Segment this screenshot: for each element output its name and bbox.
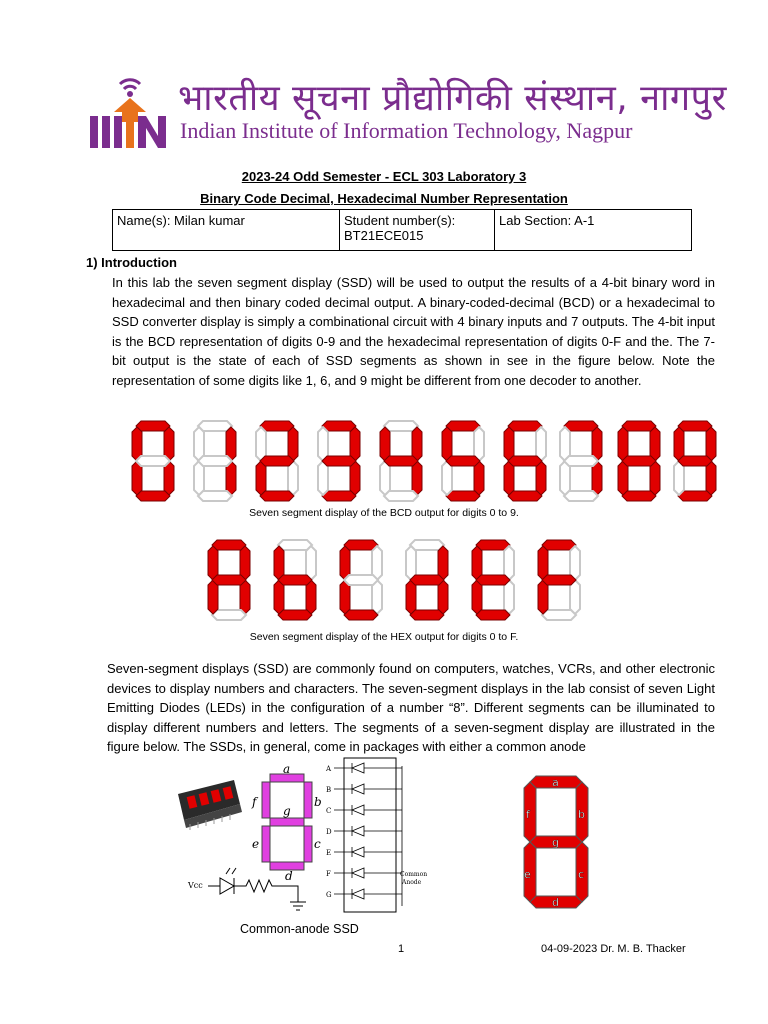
segment-f	[262, 782, 270, 818]
segment-d	[622, 491, 656, 501]
red-label-a: a	[552, 776, 559, 789]
pin-a: A	[326, 765, 332, 773]
segment-d	[384, 491, 418, 501]
red-label-e: e	[524, 868, 531, 881]
segment-d	[260, 491, 294, 501]
diode-part	[352, 805, 364, 815]
figure-caption-common-anode: Common-anode SSD	[240, 922, 359, 936]
ssd-module-photo	[174, 776, 244, 832]
segment-d	[678, 491, 712, 501]
label-d: d	[285, 869, 293, 882]
segment-a	[476, 540, 510, 550]
wifi-signal-icon	[120, 80, 140, 89]
segment-d	[476, 610, 510, 620]
pin-b: B	[326, 786, 332, 794]
diode-part	[352, 868, 364, 878]
red-label-b: b	[578, 808, 585, 821]
student-info-table	[112, 209, 692, 251]
bcd-digits-row	[126, 420, 716, 502]
hex-caption: Seven segment display of the HEX output for digits 0 to F.	[249, 631, 519, 643]
student-number-value: BT21ECE015	[344, 228, 424, 243]
institute-logo	[88, 70, 168, 150]
segment-a	[508, 421, 542, 431]
pin-g: G	[326, 891, 332, 899]
segment-a	[198, 421, 232, 431]
ssd-digit-c	[334, 539, 388, 621]
label-c: c	[314, 837, 321, 851]
segment-g	[270, 818, 304, 826]
segment-a	[344, 540, 378, 550]
ssd-description-paragraph: Seven-segment displays (SSD) are commonly found on computers, watches, VCRs, and other electronic devices to display numbers and characters. The seven-segment displays in the lab consist of seven Light Emitting Diodes (LEDs) in the configuration of a number “8”. Different segments can be illuminated to display different numbers and letters. The segments of a seven-segment display are illustrated in the figure below. The SSDs, in general, come in packages with either a common anode	[107, 661, 715, 755]
segment-d	[410, 610, 444, 620]
segment-d	[542, 610, 576, 620]
segment-e	[262, 826, 270, 862]
bcd-caption: Seven segment display of the BCD output for digits 0 to 9.	[249, 507, 519, 519]
section-heading-introduction: 1) Introduction	[86, 255, 177, 270]
label-e: e	[252, 837, 260, 851]
segment-d	[344, 610, 378, 620]
footer-date-author: 04-09-2023 Dr. M. B. Thacker	[541, 943, 686, 955]
segment-g	[344, 575, 378, 585]
segment-d	[508, 491, 542, 501]
institute-name-hindi: भारतीय सूचना प्रौद्योगिकी संस्थान, नागपुर	[178, 78, 727, 119]
led-resistor-schematic	[186, 866, 316, 918]
vcc-label: Vcc	[188, 881, 203, 890]
hex-digits-row	[202, 539, 592, 621]
diode-part	[352, 826, 364, 836]
segment-g	[136, 456, 170, 466]
segment-g	[384, 456, 418, 466]
ssd-digit-8	[612, 420, 666, 502]
ssd-digit-7	[554, 420, 608, 502]
names-cell: Name(s): Milan kumar	[113, 210, 340, 251]
ssd-digit-f	[532, 539, 586, 621]
document-subtitle: Binary Code Decimal, Hexadecimal Number Representation	[200, 191, 568, 206]
student-number-cell	[340, 210, 495, 251]
common-anode-label: Common Anode	[400, 871, 428, 886]
ssd-digit-5	[436, 420, 490, 502]
segment-d	[446, 491, 480, 501]
segment-b	[304, 782, 312, 818]
segment-g	[476, 575, 510, 585]
segment-d	[136, 491, 170, 501]
diode-part	[352, 763, 364, 773]
ssd-digit-a	[202, 539, 256, 621]
segment-g	[278, 575, 312, 585]
segment-a	[410, 540, 444, 550]
segment-a	[136, 421, 170, 431]
red-label-c: c	[578, 868, 585, 881]
red-label-f: f	[526, 808, 530, 821]
label-g: g	[283, 804, 291, 818]
segment-a	[278, 540, 312, 550]
segment-a	[260, 421, 294, 431]
segment-a	[446, 421, 480, 431]
ssd-digit-b	[268, 539, 322, 621]
segment-a	[678, 421, 712, 431]
segment-a	[384, 421, 418, 431]
segment-g	[622, 456, 656, 466]
segment-a	[622, 421, 656, 431]
lab-section-cell: Lab Section: A-1	[495, 210, 692, 251]
label-b: b	[314, 795, 322, 809]
diode-part	[352, 784, 364, 794]
red-label-d: d	[552, 896, 559, 909]
pin-f: F	[326, 870, 331, 878]
ssd-digit-d	[400, 539, 454, 621]
red-labeled-ssd	[514, 774, 598, 914]
ssd-digit-4	[374, 420, 428, 502]
segment-g	[446, 456, 480, 466]
segment-d	[278, 610, 312, 620]
segment-g	[322, 456, 356, 466]
ssd-digit-1	[188, 420, 242, 502]
ssd-digit-9	[668, 420, 722, 502]
intro-paragraph: In this lab the seven segment display (SSD) will be used to output the results of a 4-bit binary word in hexadecimal and then binary coded decimal output. A binary-coded-decimal (BCD) or a hexadecimal to SSD converter display is simply a combinational circuit with 4 binary inputs and 7 outputs. The 4-bit input is the BCD representation of digits 0-9 and the hexadecimal representation of digits 0-F and the. The 7-bit output is the state of each of SSD segments as shown in see in the figure below. Note the representation of some digits like 1, 6, and 9 might be different from one decoder to another.	[112, 275, 715, 388]
segment-d	[564, 491, 598, 501]
pin-e: E	[326, 849, 332, 857]
ssd-digit-2	[250, 420, 304, 502]
diode-part	[352, 889, 364, 899]
segment-d	[322, 491, 356, 501]
label-f: f	[252, 795, 257, 809]
segment-g	[508, 456, 542, 466]
ssd-digit-e	[466, 539, 520, 621]
student-number-label: Student number(s):	[344, 213, 456, 228]
pin-c: C	[326, 807, 332, 815]
diode-array-schematic	[322, 756, 432, 914]
label-a: a	[283, 764, 291, 776]
segment-g	[198, 456, 232, 466]
red-label-g: g	[552, 836, 559, 849]
segment-g	[212, 575, 246, 585]
document-title: 2023-24 Odd Semester - ECL 303 Laboratory 3	[241, 169, 527, 184]
segment-a	[322, 421, 356, 431]
segment-a	[212, 540, 246, 550]
segment-d	[198, 491, 232, 501]
segment-d	[212, 610, 246, 620]
segment-g	[564, 456, 598, 466]
segment-a	[564, 421, 598, 431]
page-number: 1	[398, 943, 405, 955]
segment-a	[542, 540, 576, 550]
pin-d: D	[326, 828, 332, 836]
segment-g	[678, 456, 712, 466]
ssd-digit-0	[126, 420, 180, 502]
segment-c	[304, 826, 312, 862]
segment-g	[260, 456, 294, 466]
institute-name-english: Indian Institute of Information Technology, Nagpur	[180, 118, 633, 143]
ssd-digit-6	[498, 420, 552, 502]
ssd-digit-3	[312, 420, 366, 502]
segment-g	[542, 575, 576, 585]
labeled-ssd-diagram	[250, 764, 324, 882]
segment-g	[410, 575, 444, 585]
diode-part	[352, 847, 364, 857]
